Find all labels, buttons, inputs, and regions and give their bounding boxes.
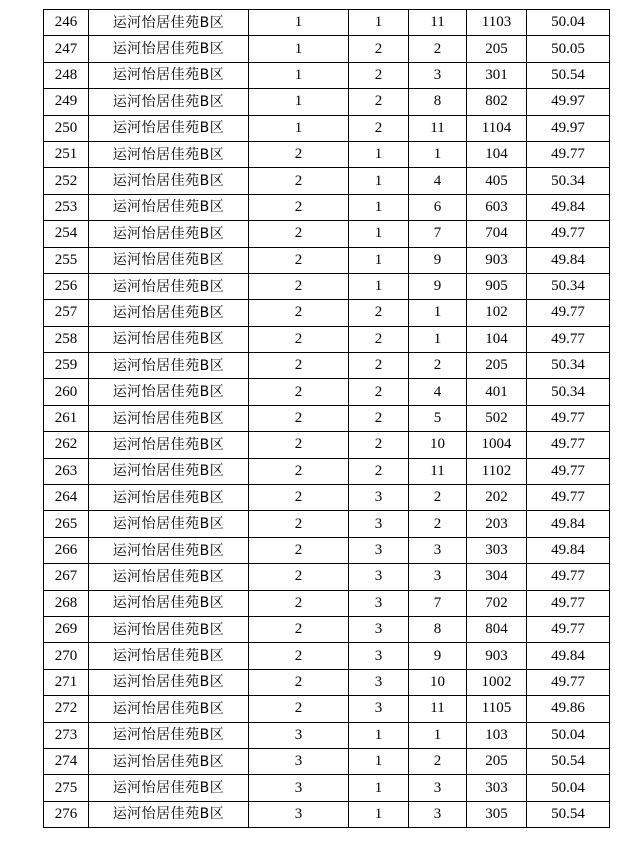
community-name-cell: 运河怡居佳苑B区 [89, 194, 249, 220]
floor-number-cell: 6 [409, 194, 467, 220]
building-number-cell: 2 [249, 432, 349, 458]
floor-number-cell: 3 [409, 62, 467, 88]
unit-number-cell: 2 [349, 36, 409, 62]
area-value-cell: 50.54 [527, 801, 610, 827]
unit-number-cell: 3 [349, 485, 409, 511]
area-value-cell: 49.84 [527, 194, 610, 220]
row-number-cell: 249 [44, 89, 89, 115]
room-number-cell: 205 [467, 748, 527, 774]
room-number-cell: 102 [467, 300, 527, 326]
row-number-cell: 274 [44, 748, 89, 774]
unit-number-cell: 1 [349, 775, 409, 801]
area-value-cell: 50.04 [527, 775, 610, 801]
community-name-cell: 运河怡居佳苑B区 [89, 669, 249, 695]
unit-number-cell: 1 [349, 194, 409, 220]
table-row [44, 194, 610, 220]
building-number-cell: 2 [249, 511, 349, 537]
building-number-cell: 2 [249, 537, 349, 563]
floor-number-cell: 11 [409, 115, 467, 141]
area-value-cell: 49.84 [527, 643, 610, 669]
table-row [44, 168, 610, 194]
community-name-cell: 运河怡居佳苑B区 [89, 616, 249, 642]
row-number-cell: 263 [44, 458, 89, 484]
community-name-cell: 运河怡居佳苑B区 [89, 141, 249, 167]
room-number-cell: 405 [467, 168, 527, 194]
row-number-cell: 262 [44, 432, 89, 458]
community-name-cell: 运河怡居佳苑B区 [89, 458, 249, 484]
row-number-cell: 252 [44, 168, 89, 194]
unit-number-cell: 1 [349, 247, 409, 273]
community-name-cell: 运河怡居佳苑B区 [89, 221, 249, 247]
building-number-cell: 1 [249, 36, 349, 62]
area-value-cell: 50.05 [527, 36, 610, 62]
community-name-cell: 运河怡居佳苑B区 [89, 273, 249, 299]
unit-number-cell: 1 [349, 221, 409, 247]
community-name-cell: 运河怡居佳苑B区 [89, 405, 249, 431]
community-name-cell: 运河怡居佳苑B区 [89, 722, 249, 748]
unit-number-cell: 1 [349, 801, 409, 827]
unit-number-cell: 1 [349, 722, 409, 748]
community-name-cell: 运河怡居佳苑B区 [89, 36, 249, 62]
floor-number-cell: 2 [409, 511, 467, 537]
unit-number-cell: 2 [349, 458, 409, 484]
room-number-cell: 303 [467, 537, 527, 563]
floor-number-cell: 8 [409, 89, 467, 115]
room-number-cell: 704 [467, 221, 527, 247]
community-name-cell: 运河怡居佳苑B区 [89, 379, 249, 405]
room-number-cell: 702 [467, 590, 527, 616]
unit-number-cell: 2 [349, 300, 409, 326]
room-number-cell: 303 [467, 775, 527, 801]
room-number-cell: 502 [467, 405, 527, 431]
area-value-cell: 49.77 [527, 326, 610, 352]
row-number-cell: 266 [44, 537, 89, 563]
community-name-cell: 运河怡居佳苑B区 [89, 590, 249, 616]
table-row [44, 115, 610, 141]
table-row [44, 696, 610, 722]
unit-number-cell: 1 [349, 10, 409, 36]
area-value-cell: 50.34 [527, 273, 610, 299]
community-name-cell: 运河怡居佳苑B区 [89, 775, 249, 801]
table-row [44, 511, 610, 537]
table-row [44, 537, 610, 563]
community-name-cell: 运河怡居佳苑B区 [89, 300, 249, 326]
unit-number-cell: 3 [349, 564, 409, 590]
floor-number-cell: 3 [409, 564, 467, 590]
building-number-cell: 2 [249, 247, 349, 273]
row-number-cell: 276 [44, 801, 89, 827]
row-number-cell: 260 [44, 379, 89, 405]
community-name-cell: 运河怡居佳苑B区 [89, 62, 249, 88]
floor-number-cell: 10 [409, 432, 467, 458]
table-row [44, 458, 610, 484]
row-number-cell: 250 [44, 115, 89, 141]
room-number-cell: 103 [467, 722, 527, 748]
table-row [44, 300, 610, 326]
building-number-cell: 2 [249, 485, 349, 511]
community-name-cell: 运河怡居佳苑B区 [89, 326, 249, 352]
community-name-cell: 运河怡居佳苑B区 [89, 353, 249, 379]
community-name-cell: 运河怡居佳苑B区 [89, 432, 249, 458]
table-row [44, 643, 610, 669]
table-row [44, 590, 610, 616]
room-number-cell: 301 [467, 62, 527, 88]
unit-number-cell: 2 [349, 115, 409, 141]
table-row [44, 485, 610, 511]
floor-number-cell: 1 [409, 300, 467, 326]
building-number-cell: 3 [249, 748, 349, 774]
row-number-cell: 248 [44, 62, 89, 88]
table-row [44, 273, 610, 299]
room-number-cell: 905 [467, 273, 527, 299]
row-number-cell: 246 [44, 10, 89, 36]
building-number-cell: 2 [249, 194, 349, 220]
floor-number-cell: 3 [409, 537, 467, 563]
row-number-cell: 261 [44, 405, 89, 431]
floor-number-cell: 11 [409, 696, 467, 722]
building-number-cell: 2 [249, 300, 349, 326]
community-name-cell: 运河怡居佳苑B区 [89, 10, 249, 36]
unit-number-cell: 2 [349, 62, 409, 88]
floor-number-cell: 2 [409, 485, 467, 511]
floor-number-cell: 11 [409, 458, 467, 484]
room-number-cell: 804 [467, 616, 527, 642]
area-value-cell: 49.77 [527, 300, 610, 326]
row-number-cell: 270 [44, 643, 89, 669]
room-number-cell: 1104 [467, 115, 527, 141]
row-number-cell: 254 [44, 221, 89, 247]
building-number-cell: 1 [249, 89, 349, 115]
floor-number-cell: 8 [409, 616, 467, 642]
area-value-cell: 50.04 [527, 10, 610, 36]
room-number-cell: 903 [467, 247, 527, 273]
area-value-cell: 49.77 [527, 564, 610, 590]
table-row [44, 564, 610, 590]
building-number-cell: 2 [249, 221, 349, 247]
building-number-cell: 2 [249, 696, 349, 722]
table-row [44, 36, 610, 62]
floor-number-cell: 11 [409, 10, 467, 36]
floor-number-cell: 10 [409, 669, 467, 695]
floor-number-cell: 1 [409, 326, 467, 352]
room-number-cell: 1105 [467, 696, 527, 722]
floor-number-cell: 5 [409, 405, 467, 431]
unit-number-cell: 3 [349, 669, 409, 695]
floor-number-cell: 2 [409, 353, 467, 379]
building-number-cell: 2 [249, 326, 349, 352]
community-name-cell: 运河怡居佳苑B区 [89, 748, 249, 774]
area-value-cell: 49.84 [527, 511, 610, 537]
table-row [44, 748, 610, 774]
row-number-cell: 265 [44, 511, 89, 537]
area-value-cell: 49.77 [527, 221, 610, 247]
area-value-cell: 49.77 [527, 458, 610, 484]
unit-number-cell: 1 [349, 748, 409, 774]
floor-number-cell: 4 [409, 168, 467, 194]
row-number-cell: 275 [44, 775, 89, 801]
unit-number-cell: 3 [349, 616, 409, 642]
table-row [44, 669, 610, 695]
community-name-cell: 运河怡居佳苑B区 [89, 537, 249, 563]
room-number-cell: 305 [467, 801, 527, 827]
table-row [44, 405, 610, 431]
area-value-cell: 50.34 [527, 168, 610, 194]
table-row [44, 379, 610, 405]
row-number-cell: 268 [44, 590, 89, 616]
row-number-cell: 255 [44, 247, 89, 273]
room-number-cell: 1002 [467, 669, 527, 695]
community-name-cell: 运河怡居佳苑B区 [89, 89, 249, 115]
room-number-cell: 304 [467, 564, 527, 590]
row-number-cell: 256 [44, 273, 89, 299]
floor-number-cell: 1 [409, 141, 467, 167]
unit-number-cell: 1 [349, 273, 409, 299]
floor-number-cell: 4 [409, 379, 467, 405]
area-value-cell: 49.84 [527, 537, 610, 563]
community-name-cell: 运河怡居佳苑B区 [89, 485, 249, 511]
building-number-cell: 2 [249, 590, 349, 616]
table-row [44, 353, 610, 379]
area-value-cell: 49.77 [527, 432, 610, 458]
community-name-cell: 运河怡居佳苑B区 [89, 168, 249, 194]
room-number-cell: 104 [467, 326, 527, 352]
community-name-cell: 运河怡居佳苑B区 [89, 511, 249, 537]
building-number-cell: 2 [249, 669, 349, 695]
building-number-cell: 2 [249, 458, 349, 484]
area-value-cell: 50.54 [527, 748, 610, 774]
area-value-cell: 49.86 [527, 696, 610, 722]
building-number-cell: 2 [249, 273, 349, 299]
unit-number-cell: 1 [349, 141, 409, 167]
building-number-cell: 2 [249, 379, 349, 405]
room-number-cell: 802 [467, 89, 527, 115]
room-number-cell: 903 [467, 643, 527, 669]
row-number-cell: 269 [44, 616, 89, 642]
table-row [44, 775, 610, 801]
area-value-cell: 49.77 [527, 590, 610, 616]
unit-number-cell: 1 [349, 168, 409, 194]
community-name-cell: 运河怡居佳苑B区 [89, 696, 249, 722]
building-number-cell: 2 [249, 141, 349, 167]
room-number-cell: 202 [467, 485, 527, 511]
table-row [44, 89, 610, 115]
room-number-cell: 401 [467, 379, 527, 405]
row-number-cell: 264 [44, 485, 89, 511]
floor-number-cell: 9 [409, 273, 467, 299]
table-row [44, 62, 610, 88]
room-number-cell: 1103 [467, 10, 527, 36]
floor-number-cell: 1 [409, 722, 467, 748]
community-name-cell: 运河怡居佳苑B区 [89, 247, 249, 273]
community-name-cell: 运河怡居佳苑B区 [89, 115, 249, 141]
unit-number-cell: 3 [349, 696, 409, 722]
area-value-cell: 49.77 [527, 141, 610, 167]
table-row [44, 247, 610, 273]
room-number-cell: 1102 [467, 458, 527, 484]
building-number-cell: 3 [249, 801, 349, 827]
table-row [44, 141, 610, 167]
building-number-cell: 2 [249, 353, 349, 379]
table-row [44, 326, 610, 352]
area-value-cell: 49.77 [527, 485, 610, 511]
row-number-cell: 267 [44, 564, 89, 590]
table-row [44, 10, 610, 36]
area-value-cell: 49.77 [527, 405, 610, 431]
row-number-cell: 271 [44, 669, 89, 695]
building-number-cell: 2 [249, 616, 349, 642]
building-number-cell: 2 [249, 564, 349, 590]
row-number-cell: 253 [44, 194, 89, 220]
room-number-cell: 205 [467, 36, 527, 62]
unit-number-cell: 3 [349, 511, 409, 537]
room-number-cell: 1004 [467, 432, 527, 458]
building-number-cell: 3 [249, 775, 349, 801]
table-row [44, 616, 610, 642]
floor-number-cell: 3 [409, 801, 467, 827]
row-number-cell: 272 [44, 696, 89, 722]
row-number-cell: 247 [44, 36, 89, 62]
table-row [44, 722, 610, 748]
area-value-cell: 50.04 [527, 722, 610, 748]
area-value-cell: 50.34 [527, 379, 610, 405]
table-row [44, 221, 610, 247]
community-name-cell: 运河怡居佳苑B区 [89, 801, 249, 827]
row-number-cell: 251 [44, 141, 89, 167]
area-value-cell: 49.77 [527, 669, 610, 695]
building-number-cell: 2 [249, 405, 349, 431]
unit-number-cell: 2 [349, 379, 409, 405]
floor-number-cell: 9 [409, 247, 467, 273]
room-number-cell: 203 [467, 511, 527, 537]
unit-number-cell: 2 [349, 326, 409, 352]
floor-number-cell: 7 [409, 221, 467, 247]
area-value-cell: 49.77 [527, 616, 610, 642]
area-value-cell: 50.34 [527, 353, 610, 379]
area-value-cell: 50.54 [527, 62, 610, 88]
building-number-cell: 3 [249, 722, 349, 748]
room-number-cell: 205 [467, 353, 527, 379]
row-number-cell: 258 [44, 326, 89, 352]
unit-number-cell: 2 [349, 89, 409, 115]
row-number-cell: 273 [44, 722, 89, 748]
floor-number-cell: 9 [409, 643, 467, 669]
room-number-cell: 104 [467, 141, 527, 167]
floor-number-cell: 7 [409, 590, 467, 616]
building-number-cell: 1 [249, 115, 349, 141]
unit-number-cell: 3 [349, 590, 409, 616]
unit-number-cell: 3 [349, 537, 409, 563]
area-value-cell: 49.97 [527, 115, 610, 141]
community-name-cell: 运河怡居佳苑B区 [89, 643, 249, 669]
building-number-cell: 1 [249, 62, 349, 88]
area-value-cell: 49.97 [527, 89, 610, 115]
floor-number-cell: 3 [409, 775, 467, 801]
unit-number-cell: 3 [349, 643, 409, 669]
building-number-cell: 2 [249, 643, 349, 669]
building-number-cell: 1 [249, 10, 349, 36]
table-row [44, 432, 610, 458]
area-value-cell: 49.84 [527, 247, 610, 273]
room-number-cell: 603 [467, 194, 527, 220]
housing-list-table [43, 9, 610, 828]
floor-number-cell: 2 [409, 748, 467, 774]
row-number-cell: 257 [44, 300, 89, 326]
unit-number-cell: 2 [349, 432, 409, 458]
building-number-cell: 2 [249, 168, 349, 194]
floor-number-cell: 2 [409, 36, 467, 62]
unit-number-cell: 2 [349, 405, 409, 431]
table-row [44, 801, 610, 827]
community-name-cell: 运河怡居佳苑B区 [89, 564, 249, 590]
row-number-cell: 259 [44, 353, 89, 379]
unit-number-cell: 2 [349, 353, 409, 379]
